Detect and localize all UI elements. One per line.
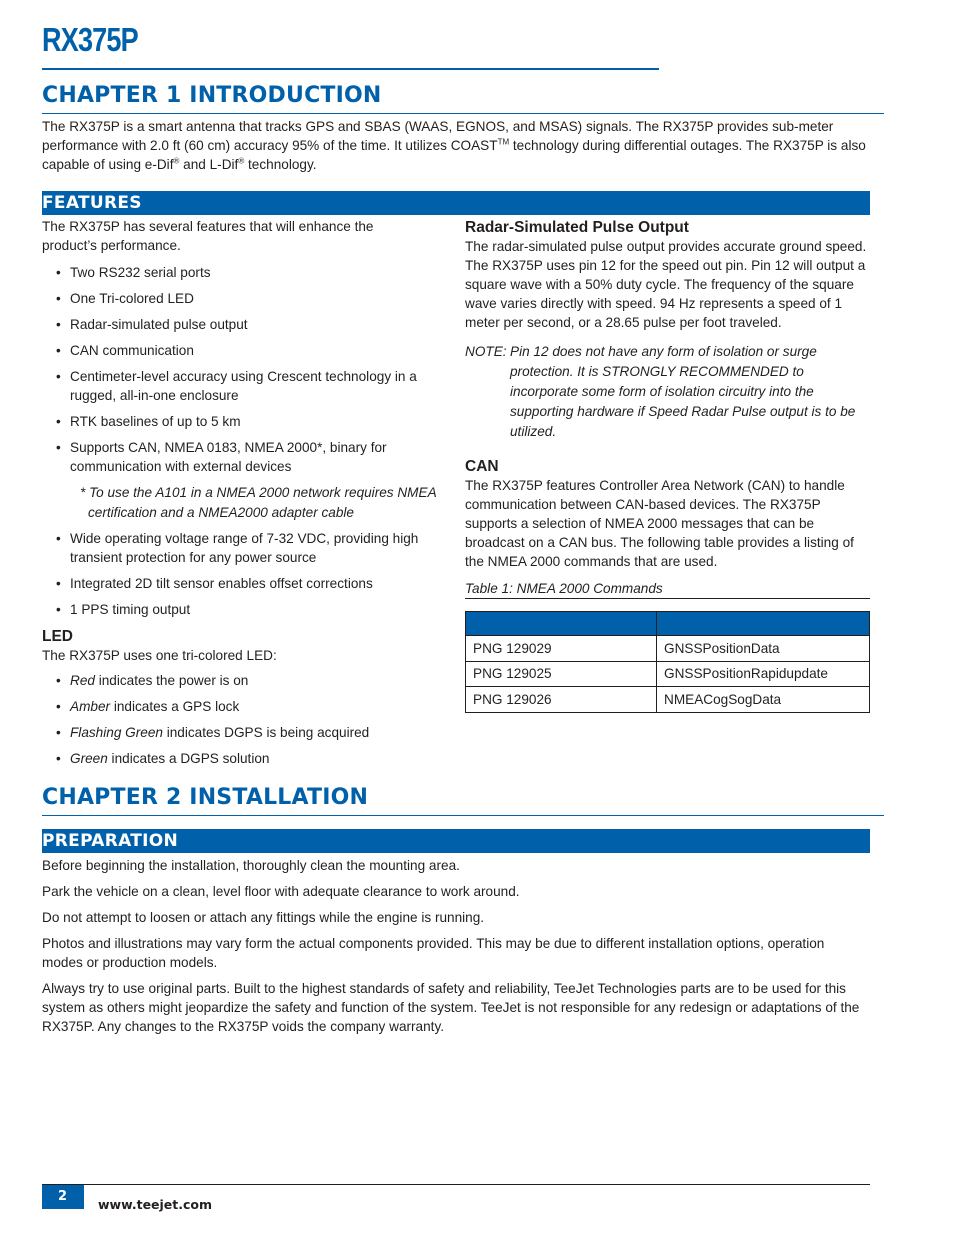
list-item: • RTK baselines of up to 5 km [42, 412, 452, 431]
title-rule [42, 68, 659, 70]
list-item: • Centimeter-level accuracy using Crescent technology in a rugged, all-in-one enclosure [42, 367, 452, 405]
led-description: indicates a DGPS solution [107, 751, 270, 766]
preparation-body [42, 856, 862, 1043]
features-list-continued [42, 529, 452, 619]
list-item: • One Tri-colored LED [42, 289, 452, 308]
radar-note [465, 342, 871, 442]
page-number: 2 [42, 1185, 84, 1209]
features-list [42, 263, 452, 476]
features-section-bar [42, 191, 870, 215]
led-color-label: Red [70, 673, 95, 688]
command-name-cell: GNSSPositionData [657, 636, 870, 662]
preparation-heading: PREPARATION [42, 831, 179, 851]
list-item: • Two RS232 serial ports [42, 263, 452, 282]
led-list-item [42, 671, 452, 690]
led-description: indicates a GPS lock [110, 699, 240, 714]
chapter-1-rule [42, 113, 884, 114]
table-row [466, 687, 870, 713]
table-header-cell [657, 612, 870, 636]
led-list-item [42, 749, 452, 768]
png-code-cell: PNG 129025 [466, 661, 657, 687]
list-item: • CAN communication [42, 341, 452, 360]
radar-body: The radar-simulated pulse output provides accurate ground speed. The RX375P uses pin 12 for the speed out pin. Pin 12 will output a square wave with a 50% duty cycle. The frequency of the square wave varies directly with speed. 94 Hz represents a speed of 1 meter per second, or a 28.65 pulse per foot traveled. [465, 239, 867, 330]
right-column [465, 218, 873, 713]
nmea-commands-table [465, 611, 870, 713]
list-item: • Wide operating voltage range of 7-32 VDC, providing high transient protection for any power source [42, 529, 452, 567]
can-body: The RX375P features Controller Area Network (CAN) to handle communication between CAN-based devices. The RX375P supports a selection of NMEA 2000 messages that can be broadcast on a CAN bus. The following table provides a listing of the NMEA 2000 commands that are used. [465, 478, 854, 569]
led-list-item [42, 723, 452, 742]
led-list [42, 671, 452, 768]
led-color-label: Flashing Green [70, 725, 163, 740]
preparation-paragraph: Do not attempt to loosen or attach any fittings while the engine is running. [42, 910, 485, 925]
led-description: indicates the power is on [94, 673, 249, 688]
list-item: • Integrated 2D tilt sensor enables offset corrections [42, 574, 452, 593]
footer-url: www.teejet.com [98, 1197, 213, 1212]
list-item: • 1 PPS timing output [42, 600, 452, 619]
features-column [42, 217, 452, 775]
can-heading: CAN [465, 458, 499, 475]
png-code-cell: PNG 129026 [466, 687, 657, 713]
features-intro: The RX375P has several features that will enhance the product’s performance. [42, 219, 374, 253]
chapter-2-heading: CHAPTER 2 INSTALLATION [42, 785, 369, 810]
chapter-1-intro: The RX375P is a smart antenna that tracks GPS and SBAS (WAAS, EGNOS, and MSAS) signals. The RX375P provides sub-meter performance with 2.0 ft (60 cm) accuracy 95% of the time. It utilizes COAST™ technology during differential outages. The RX375P is also capable of using e-Dif® and L-Dif® technology. [42, 119, 866, 172]
led-list-item [42, 697, 452, 716]
footer-rule [42, 1184, 870, 1185]
led-color-label: Amber [70, 699, 111, 714]
features-footnote: * To use the A101 in a NMEA 2000 network requires NMEA certification and a NMEA2000 adapter cable [80, 485, 437, 520]
led-heading: LED [42, 628, 73, 645]
table-header-cell [466, 612, 657, 636]
note-text: Pin 12 does not have any form of isolation or surge protection. It is STRONGLY RECOMMENDED to incorporate some form of isolation circuitry into the supporting hardware if Speed Radar Pulse output is to be utilized. [510, 344, 856, 439]
command-name-cell: GNSSPositionRapidupdate [657, 661, 870, 687]
radar-heading: Radar-Simulated Pulse Output [465, 219, 689, 236]
led-intro: The RX375P uses one tri-colored LED: [42, 648, 277, 663]
preparation-paragraph: Park the vehicle on a clean, level floor with adequate clearance to work around. [42, 884, 520, 899]
preparation-paragraph: Always try to use original parts. Built to the highest standards of safety and reliability, TeeJet Technologies parts are to be used for this system as others might jeopardize the safety and function of the system. TeeJet is not responsible for any redesign or adaptations of the RX375P. Any changes to the RX375P voids the company warranty. [42, 981, 860, 1034]
chapter-2-rule [42, 815, 884, 816]
preparation-paragraph: Before beginning the installation, thoroughly clean the mounting area. [42, 858, 460, 873]
document-title: RX375P [42, 21, 138, 58]
png-code-cell: PNG 129029 [466, 636, 657, 662]
chapter-1-heading: CHAPTER 1 INTRODUCTION [42, 83, 382, 108]
list-item: • Radar-simulated pulse output [42, 315, 452, 334]
table-caption: Table 1: NMEA 2000 Commands [465, 579, 870, 599]
table-row [466, 661, 870, 687]
led-color-label: Green [70, 751, 108, 766]
note-label: NOTE: [465, 344, 507, 359]
led-description: indicates DGPS is being acquired [162, 725, 370, 740]
list-item: • Supports CAN, NMEA 0183, NMEA 2000*, binary for communication with external devices [42, 438, 452, 476]
features-heading: FEATURES [42, 193, 142, 213]
table-row [466, 636, 870, 662]
preparation-paragraph: Photos and illustrations may vary form the actual components provided. This may be due to different installation options, operation modes or production models. [42, 936, 825, 970]
table-header-row [466, 612, 870, 636]
preparation-section-bar [42, 829, 870, 853]
command-name-cell: NMEACogSogData [657, 687, 870, 713]
